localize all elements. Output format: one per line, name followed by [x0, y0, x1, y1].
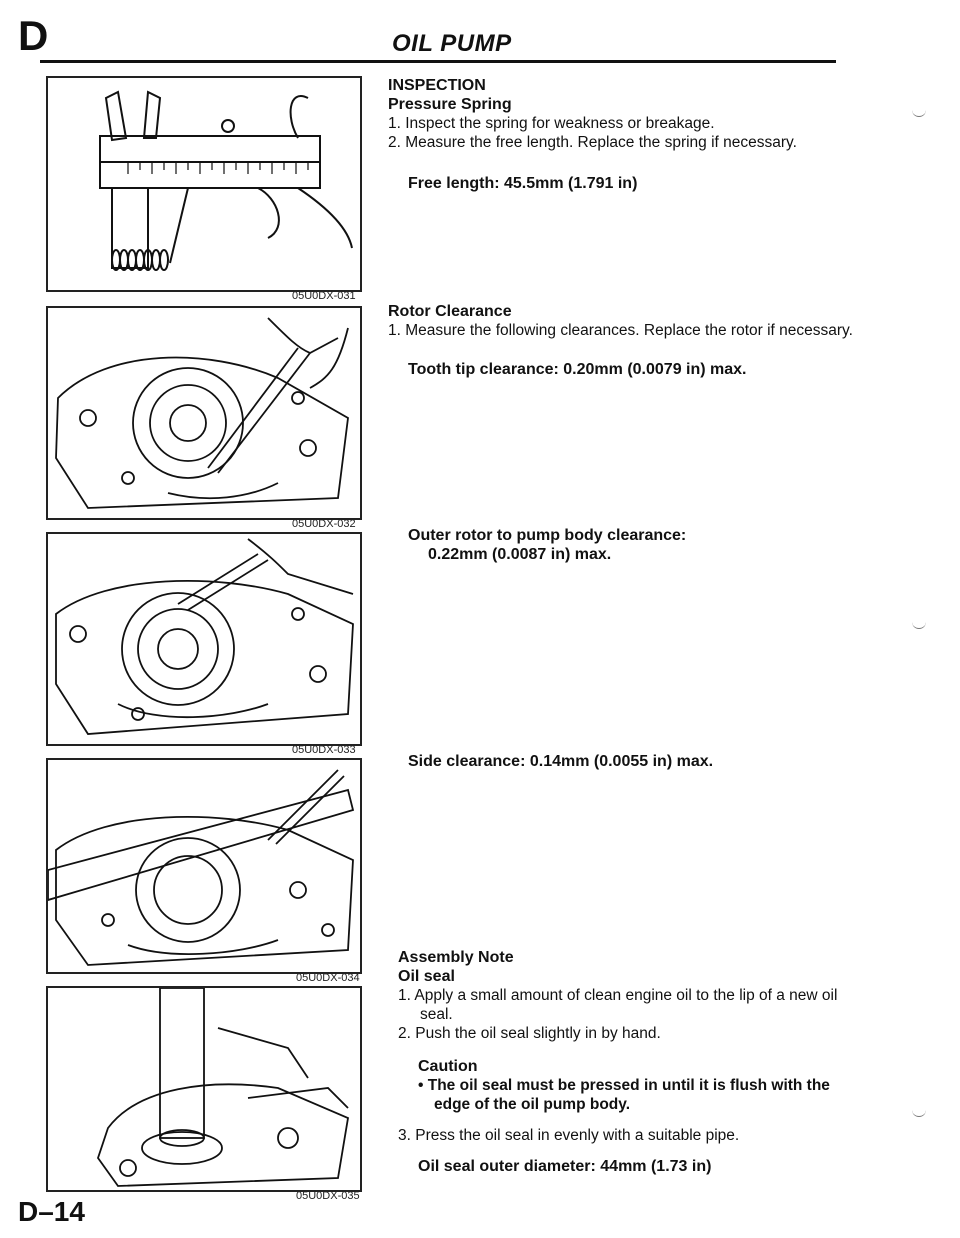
spec-outer-rotor-line1: Outer rotor to pump body clearance:	[408, 527, 687, 544]
assembly-heading: Assembly Note	[398, 949, 514, 966]
spec-free-length: Free length: 45.5mm (1.791 in)	[408, 175, 638, 192]
figure-code: 05U0DX-035	[296, 1190, 360, 1202]
spec-oil-seal-diameter: Oil seal outer diameter: 44mm (1.73 in)	[418, 1158, 712, 1175]
figure-code: 05U0DX-034	[296, 972, 360, 984]
step-text: 1. Inspect the spring for weakness or breakage.	[388, 115, 715, 132]
step-text: 2. Push the oil seal slightly in by hand.	[398, 1025, 661, 1042]
header-rule	[40, 60, 836, 63]
margin-mark	[912, 108, 926, 117]
subheading-oil-seal: Oil seal	[398, 968, 455, 985]
step-text: 2. Measure the free length. Replace the spring if necessary.	[388, 134, 797, 151]
caliper-illustration	[48, 78, 360, 290]
section-letter: D	[18, 12, 49, 59]
subheading-rotor-clearance: Rotor Clearance	[388, 303, 512, 320]
figure-spring-caliper	[46, 76, 362, 292]
figure-oil-seal-press	[46, 986, 362, 1192]
figure-tooth-tip-clearance	[46, 306, 362, 520]
spec-outer-rotor-line2: 0.22mm (0.0087 in) max.	[428, 546, 612, 563]
section-heading: INSPECTION	[388, 77, 486, 94]
figure-code: 05U0DX-033	[292, 744, 356, 756]
page-title: OIL PUMP	[392, 30, 512, 57]
caution-text: The oil seal must be pressed in until it is flush with the edge of the oil pump body.	[427, 1077, 830, 1113]
subheading-pressure-spring: Pressure Spring	[388, 96, 512, 113]
page-number: D–14	[18, 1196, 85, 1227]
spec-side-clearance: Side clearance: 0.14mm (0.0055 in) max.	[408, 753, 714, 770]
caution-block	[398, 1057, 868, 1114]
step-text: 1. Measure the following clearances. Replace the rotor if necessary.	[388, 322, 853, 339]
margin-mark	[912, 1108, 926, 1117]
margin-mark	[912, 620, 926, 629]
spec-tooth-tip: Tooth tip clearance: 0.20mm (0.0079 in) max.	[408, 361, 747, 378]
rotor-clearance-section	[388, 302, 858, 379]
outer-rotor-spec	[388, 526, 858, 564]
step-text: 1. Apply a small amount of clean engine oil to the lip of a new oil seal.	[398, 987, 838, 1023]
assembly-section	[398, 948, 868, 1176]
caution-heading: Caution	[418, 1058, 478, 1075]
figure-code: 05U0DX-031	[292, 290, 356, 302]
inspection-section	[388, 76, 858, 193]
caution-bullet: • The oil seal must be pressed in until it is flush with the edge of the oil pump body.	[418, 1077, 830, 1113]
figure-outer-rotor-clearance	[46, 532, 362, 746]
figure-side-clearance	[46, 758, 362, 974]
step-text: 3. Press the oil seal in evenly with a suitable pipe.	[398, 1127, 740, 1144]
figure-code: 05U0DX-032	[292, 518, 356, 530]
side-clearance-spec	[388, 752, 858, 771]
